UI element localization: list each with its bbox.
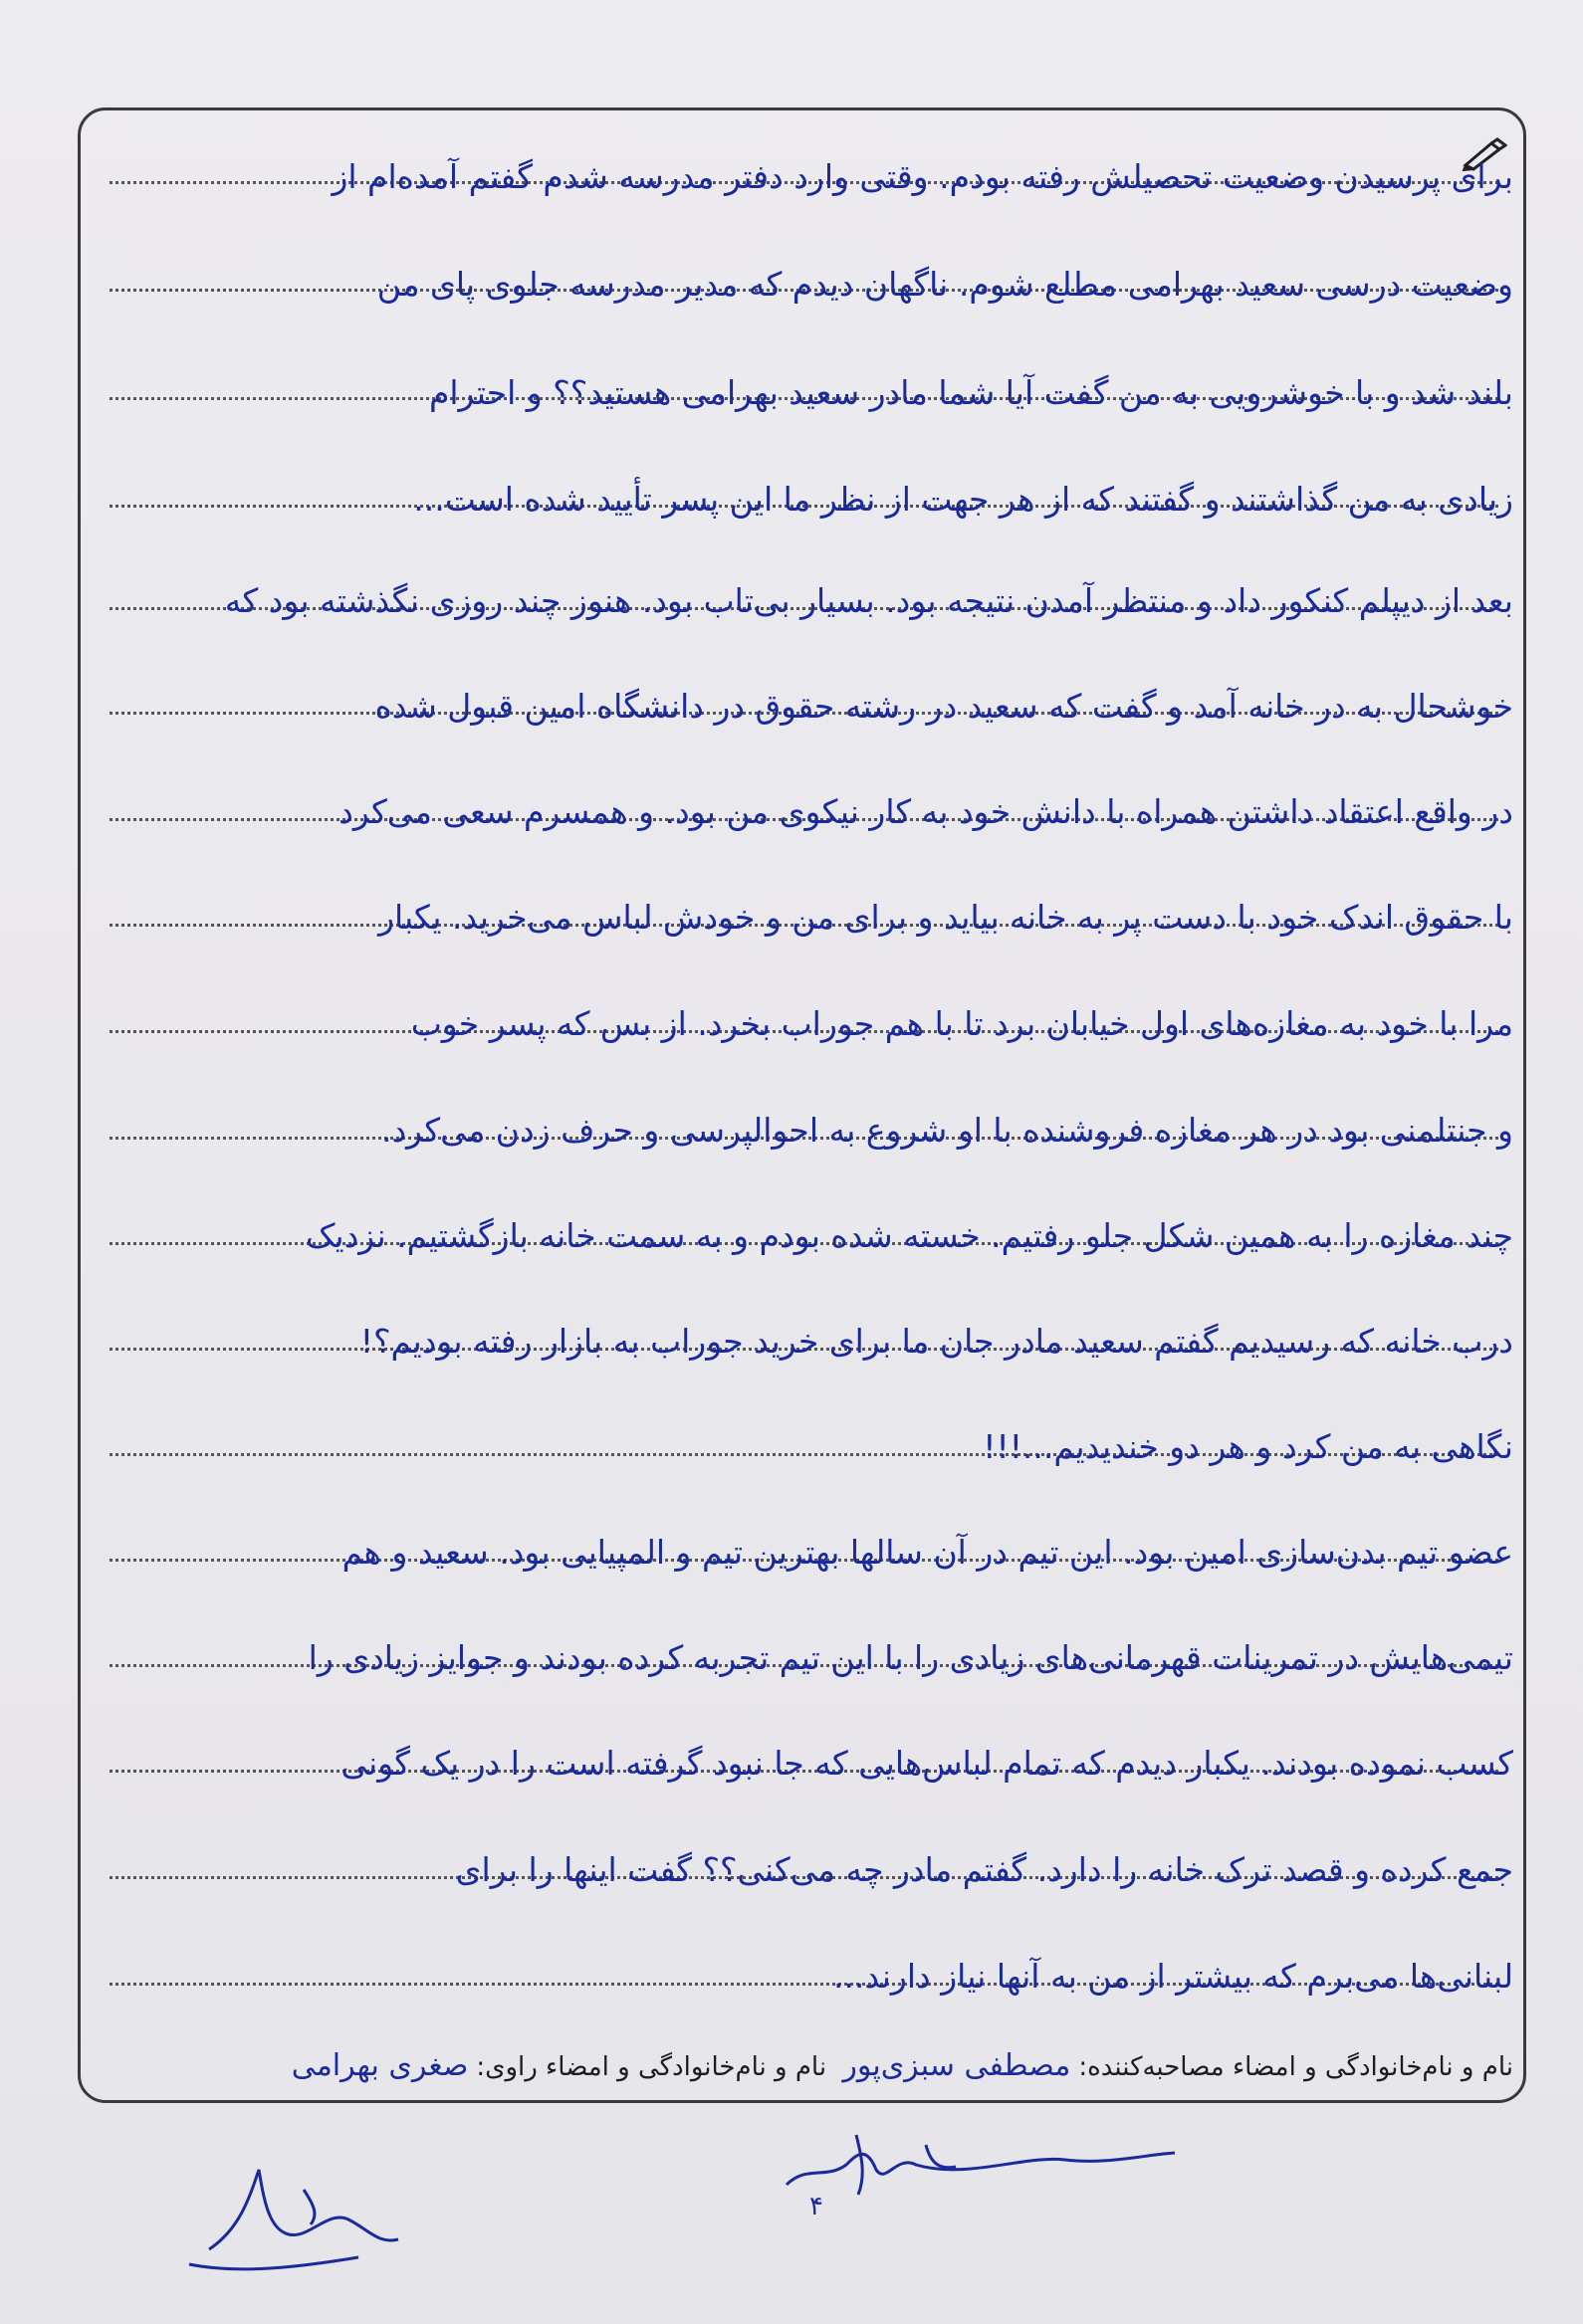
- interviewer-label: نام و نام‌خانوادگی و امضاء مصاحبه‌کننده:: [1078, 2052, 1513, 2082]
- text-line: بعد از دیپلم کنکور داد و منتظر آمدن نتیجه بود. بسیار بی‌تاب بود. هنوز چند روزی نگذشته بود که: [224, 581, 1513, 620]
- text-line: تیمی‌هایش در تمرینات قهرمانی‌های زیادی را با این تیم تجربه کرده بودند و جوایز زیادی را: [308, 1638, 1513, 1677]
- text-line: وضعیت درسی سعید بهرامی مطلع شوم. ناگهان دیدم که مدیر مدرسه جلوی پای من: [376, 265, 1513, 304]
- narrator-name: صغری بهرامی: [291, 2048, 469, 2083]
- text-line: جمع کرده و قصد ترک خانه را دارد. گفتم مادر چه می‌کنی؟؟ گفت اینها را برای: [455, 1850, 1513, 1889]
- text-line: درب خانه که رسیدیم گفتم سعید مادر جان ما برای خرید جوراب به بازار رفته بودیم؟!: [359, 1322, 1513, 1361]
- text-line: خوشحال به در خانه آمد و گفت که سعید در رشته حقوق در دانشگاه امین قبول شده: [374, 687, 1513, 726]
- page-number: ۴: [809, 2192, 823, 2221]
- text-line: در واقع اعتقاد داشتن همراه با دانش خود به کار نیکوی من بود. و همسرم سعی می‌کرد: [339, 792, 1513, 831]
- text-line: با حقوق اندک خود با دست پر به خانه بیاید و برای من و خودش لباس می‌خرید. یکبار: [378, 898, 1513, 937]
- text-line: بلند شد و با خوشرویی به من گفت آیا شما مادر سعید بهرامی هستید؟؟ و احترام: [428, 373, 1513, 412]
- text-line: لبنانی‌ها می‌برم که بیشتر از من به آنها نیاز دارند...: [832, 1957, 1513, 1996]
- text-line: چند مغازه را به همین شکل جلو رفتیم. خسته شده بودم و به سمت خانه بازگشتیم. نزدیک: [305, 1216, 1513, 1255]
- text-line: مرا با خود به مغازه‌های اول خیابان برد تا با هم جوراب بخرد. از بس که پسر خوب: [410, 1004, 1513, 1043]
- signature-footer: [100, 2042, 1513, 2090]
- narrator-signature: [179, 2150, 438, 2279]
- text-line: برای پرسیدن وضعیت تحصیلش رفته بودم. وقتی وارد دفتر مدرسه شدم گفتم آمده‌ام از: [332, 157, 1513, 196]
- text-line: کسب نموده بودند. یکبار دیدم که تمام لباس‌هایی که جا نبود گرفته است را در یک گونی: [340, 1744, 1513, 1783]
- narrator-label: نام و نام‌خانوادگی و امضاء راوی:: [476, 2052, 827, 2082]
- text-line: و جنتلمنی بود در هر مغازه فروشنده با او شروع به احوالپرسی و حرف زدن می‌کرد.: [380, 1111, 1513, 1150]
- text-line: زیادی به من گذاشتند و گفتند که از هر جهت از نظر ما این پسر تأیید شده است...: [413, 480, 1513, 519]
- text-line: نگاهی به من کرد و هر دو خندیدیم...!!!: [983, 1427, 1513, 1466]
- text-line: عضو تیم بدن‌سازی امین بود. این تیم در آن سالها بهترین تیم و المپیایی بود. سعید و هم: [341, 1533, 1513, 1572]
- interviewer-name: مصطفی سبزی‌پور: [842, 2048, 1071, 2083]
